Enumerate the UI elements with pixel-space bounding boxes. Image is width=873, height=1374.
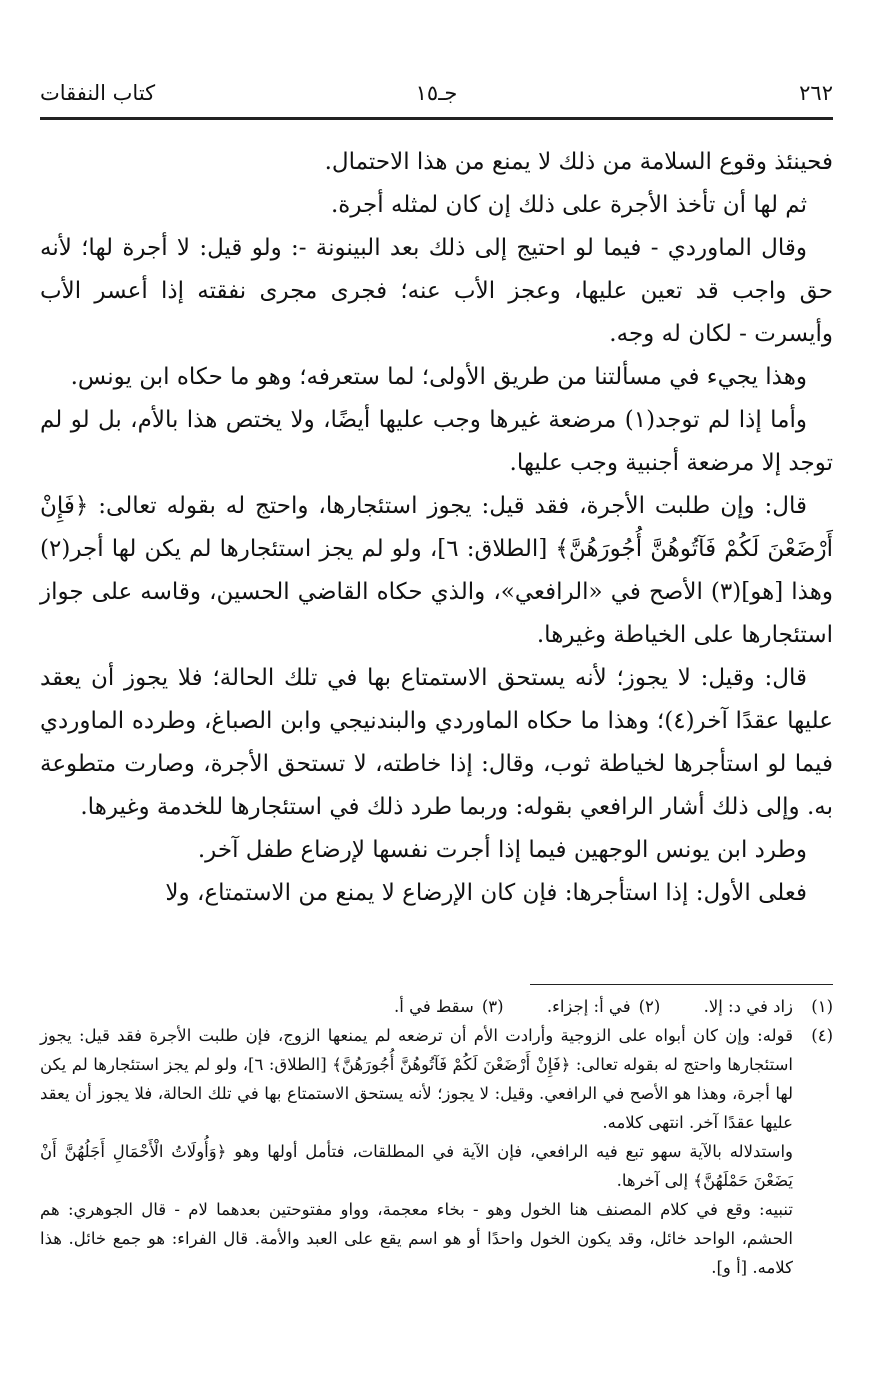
paragraph: قال: وإن طلبت الأجرة، فقد قيل: يجوز استئجارها، واحتج له بقوله تعالى: ﴿فَإِنْ أَرْضَعْنَ لَكُمْ فَآتُوهُنَّ أُجُورَهُنَّ﴾ [الطلاق: ٦]، ولو لم يجز استئجارها لم يكن لها أجر(٢) وهذا [هو](٣) الأصح في «الرافعي»، والذي حكاه القاضي الحسين، وقاسه على جواز استئجارها على الخياطة وغيرها. (40, 493, 833, 648)
paragraph: وأما إذا لم توجد(١) مرضعة غيرها وجب عليها أيضًا، ولا يختص هذا بالأم، بل لو لم توجد إلا مرضعة أجنبية وجب عليها. (40, 407, 833, 476)
footnote-separator (530, 984, 833, 985)
volume-label: جـ١٥ (415, 81, 458, 105)
footnote-number: (٣) (481, 997, 504, 1016)
footnote-paragraph: تنبيه: وقع في كلام المصنف هنا الخول وهو - بخاء معجمة، وواو مفتوحتين بعدهما لام - قال الجوهري: هم الحشم، الواحد خائل، وقد يكون الخول واحدًا أو هو اسم يقع على العبد والأمة. قال الفراء: هو جمع خائل. هذا كلامه. [أ و]. (40, 1200, 793, 1277)
paragraph: وقال الماوردي - فيما لو احتيج إلى ذلك بعد البينونة -: ولو قيل: لا أجرة لها؛ لأنه حق واجب قد تعين عليها، وعجز الأب عنه؛ فجرى مجرى نفقته إذا أعسر الأب وأيسرت - لكان له وجه. (40, 235, 833, 347)
paragraph: ثم لها أن تأخذ الأجرة على ذلك إن كان لمثله أجرة. (330, 192, 807, 218)
footnote-3 (394, 992, 504, 1021)
footnote-paragraph: قوله: وإن كان أبواه على الزوجية وأرادت الأم أن ترضعه لم يمنعها الزوج، فإن طلبت الأجرة فقد قيل: يجوز استئجارها واحتج له بقوله تعالى: ﴿فَإِنْ أَرْضَعْنَ لَكُمْ فَآتُوهُنَّ أُجُورَهُنَّ﴾ [الطلاق: ٦]، ولو لم يجز استئجارها لم يكن لها أجرة، وهذا هو الأصح في الرافعي. وقيل: لا يجوز؛ لأنه يستحق الاستمتاع بها في تلك الحالة، فلا يجوز أن يعقد عليها عقدًا آخر. انتهى كلامه. (40, 1026, 794, 1132)
footnote-text: سقط في أ. (394, 997, 474, 1016)
page-header (40, 78, 833, 112)
main-text (40, 141, 833, 915)
footnote-1 (704, 992, 793, 1021)
paragraph: وطرد ابن يونس الوجهين فيما إذا أجرت نفسها لإرضاع طفل آخر. (197, 837, 807, 863)
footnotes (40, 992, 833, 1282)
paragraph: قال: وقيل: لا يجوز؛ لأنه يستحق الاستمتاع بها في تلك الحالة؛ فلا يجوز أن يعقد عليها عقدًا آخر(٤)؛ وهذا ما حكاه الماوردي والبندنيجي وابن الصباغ، وطرده الماوردي فيما لو استأجرها لخياطة ثوب، وقال: إذا خاطته، لا تستحق الأجرة، وصارت متطوعة به. وإلى ذلك أشار الرافعي بقوله: وربما طرد ذلك في استئجارها للخدمة وغيرها. (40, 665, 833, 820)
footnote-4 (40, 1021, 833, 1282)
footnote-number: (١) (811, 997, 833, 1016)
paragraph: فعلى الأول: إذا استأجرها: فإن كان الإرضاع لا يمنع من الاستمتاع، ولا (165, 880, 807, 906)
footnote-group (40, 992, 793, 1021)
header-rule (40, 117, 833, 120)
running-title: كتاب النفقات (40, 81, 156, 105)
footnote-paragraph: واستدلاله بالآية سهو تبع فيه الرافعي، فإن الآية في المطلقات، فتأمل أولها وهو ﴿وَأُولَاتُ الْأَحْمَالِ أَجَلُهُنَّ أَنْ يَضَعْنَ حَمْلَهُنَّ﴾ إلى آخرها. (40, 1142, 793, 1190)
footnote-number: (٢) (638, 997, 661, 1016)
paragraph: فحينئذ وقوع السلامة من ذلك لا يمنع من هذا الاحتمال. (324, 149, 833, 175)
footnote-text: زاد في د: إلا. (703, 997, 793, 1016)
footnote-number: (٤) (811, 1026, 833, 1045)
footnote-text: في أ: إجزاء. (546, 997, 631, 1016)
page-number: ٢٦٢ (799, 81, 833, 105)
footnote-row (40, 992, 833, 1021)
paragraph: وهذا يجيء في مسألتنا من طريق الأولى؛ لما ستعرفه؛ وهو ما حكاه ابن يونس. (70, 364, 807, 390)
footnote-2 (547, 992, 661, 1021)
footnote-text (40, 1021, 793, 1282)
